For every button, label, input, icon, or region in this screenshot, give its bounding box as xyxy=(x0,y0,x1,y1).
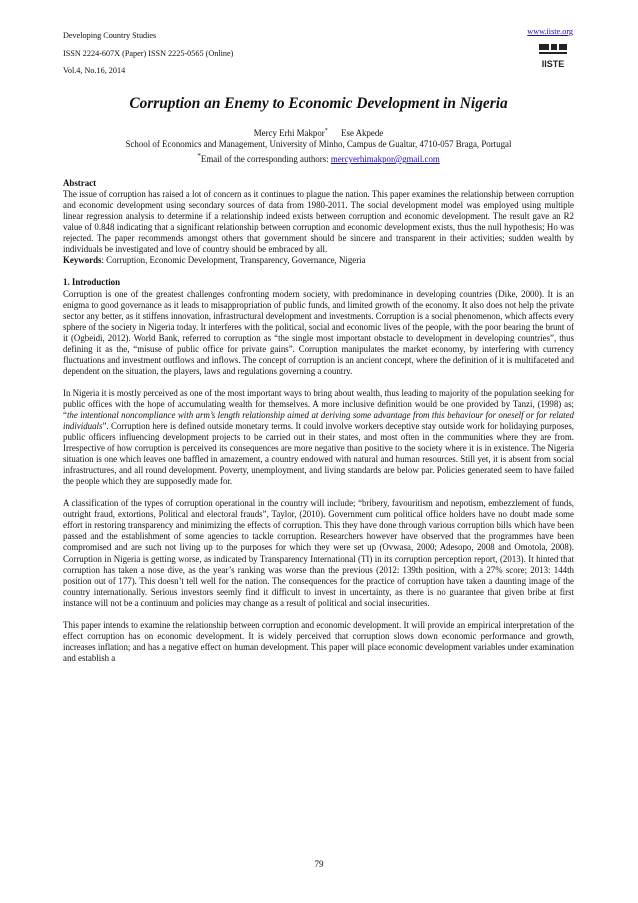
author-1: Mercy Erhi Makpor xyxy=(253,127,325,138)
intro-p2-quote: the intentional noncompliance with arm’s length relationship aimed at deriving some advantage from this behaviour for oneself or for related individuals xyxy=(63,409,574,432)
logo-text: IISTE xyxy=(541,59,565,69)
paper-title: Corruption an Enemy to Economic Development in Nigeria xyxy=(129,95,508,112)
journal-url-block xyxy=(527,27,573,36)
journal-issn: ISSN 2224-607X (Paper) ISSN 2225-0565 (Online) xyxy=(63,48,234,58)
journal-header xyxy=(63,27,233,80)
author-1-mark: * xyxy=(324,128,328,134)
abstract-heading: Abstract xyxy=(63,178,97,189)
email-line xyxy=(63,150,574,165)
intro-paragraph-1: Corruption is one of the greatest challenges confronting modern society, with predominance in developing countries (Dike, 2000). It is an enigma to good governance as it leads to misappropriation of public funds, and limited growth of the economy. It also does not help the private sector any better, as it stiffens innovation, infrastructural development and investments. Corruption is a social phenomenon, which affects every sphere of the society in Nigeria today. It interferes with the political, social and economic lives of the people, with the poor bearing the brunt of it (Ogbeidi, 2012). World Bank, referred to corruption as “the single most important obstacle to development in developing countries”, thus defining it as the, “misuse of public office for private gains”. Corruption manipulates the market economy, by interfering with currency fluctuations and investment outflows and inflows. The concept of corruption is an ancient concept, where the definition of it is multifaceted and dependent on the situation, the players, laws and regulations governing a country. xyxy=(63,288,574,376)
author-line xyxy=(63,126,574,139)
keywords-line xyxy=(63,255,574,266)
intro-heading: 1. Introduction xyxy=(63,277,121,288)
keywords-label: Keywords xyxy=(63,255,102,266)
page-number: 79 xyxy=(314,859,324,869)
intro-paragraph-4: This paper intends to examine the relationship between corruption and economic development. It will provide an empirical interpretation of the effect corruption has on economic development. It is widely perceived that corruption slows down economic performance and growth, increases inflation; and has a negative effect on human development. This paper will place economic development variables under examination and establish a xyxy=(63,619,574,663)
abstract-text: The issue of corruption has raised a lot of concern as it continues to plague the nation. This paper examines the relationship between corruption and economic development using secondary sources of data from 1980-2011. The social development model was employed using multiple linear regression analysis to determine if a relationship indeed exists between corruption and economic development. The result gave an R2 value of 0.848 indicating that a significant relationship between corruption and economic development exists, thus the null hypothesis; Ho was rejected. The paper recommends amongst others that government should be sincere and transparent in their activities; sudden wealth by individuals be investigated and love of country should be embraced by all. xyxy=(63,189,574,255)
iiste-logo-icon xyxy=(536,42,570,72)
paper-body xyxy=(63,94,574,664)
email-link[interactable]: mercyerhimakpor@gmail.com xyxy=(330,154,440,165)
journal-volume: Vol.4, No.16, 2014 xyxy=(63,66,126,75)
keywords-list: : Corruption, Economic Development, Transparency, Governance, Nigeria xyxy=(101,255,366,266)
journal-url-link[interactable]: www.iiste.org xyxy=(527,27,573,36)
affiliation: School of Economics and Management, University of Minho, Campus de Gualtar, 4710-057 Braga, Portugal xyxy=(125,139,512,150)
intro-paragraph-3: A classification of the types of corruption operational in the country will include; “bribery, favouritism and nepotism, embezzlement of funds, outright fraud, extortions, Political and electoral frauds”, Taylor, (2010). Government cum political office holders have no doubt made some effort in restoring transparency and minimizing the effects of corruption. This they have done through various corruption bills which have been passed and the establishment of some agencies to tackle corruption. Researchers however have observed that the programmes have been compromised and are such not living up to the purposes for which they were set up (Ovwasa, 2000; Adesopo, 2008 and Omotola, 2008). Corruption in Nigeria is getting worse, as indicated by Transparency International (TI) in its corruption perception report, (2013). It hinted that corruption has taken a nose dive, as the year’s ranking was worse than the previous (2012: 139th position, with a 27% score; 2013: 144th position out of 177). This doesn’t tell well for the nation. The consequences for the practice of corruption have taken a daunting image of the country internationally. Serious investors seemly find it difficult to invest in uncertainty, as there is no guarantee that given bribe at first instance will not be a continuum and policies may change as a result of political and social insecurities. xyxy=(63,498,574,608)
author-2: Ese Akpede xyxy=(341,127,384,138)
intro-p2-start: In Nigeria it is mostly perceived as one of the most important ways to bring about wealth, thus leading to majority of the population seeking for public offices with the hope of accumulating wealth for themselves. A more inclusive definition would be one provided by Tanzi, (1998) as; “ xyxy=(63,387,574,420)
intro-p2-end: ”. Corruption here is defined outside monetary terms. It could involve workers deceptive stay outside work for holidaying purposes, public officers influencing development projects to be carried out in their states, and most often in the communities where they are from. Irrespective of how corruption is perceived its consequences are more negative than positive to the society where it is in existence. The Nigeria situation is one which leaves one baffled in amazement, a country endowed with natural and human resources. Still yet, it is absent from social infrastructures, and all round development. Poverty, unemployment, and living standards are below par. Policies generated seem to have failed the people which they are supposedly made for. xyxy=(63,421,574,487)
journal-name: Developing Country Studies xyxy=(63,31,157,40)
email-mark: * xyxy=(197,151,201,161)
intro-paragraph-2 xyxy=(63,388,574,487)
email-prefix: Email of the corresponding authors: xyxy=(200,154,331,165)
